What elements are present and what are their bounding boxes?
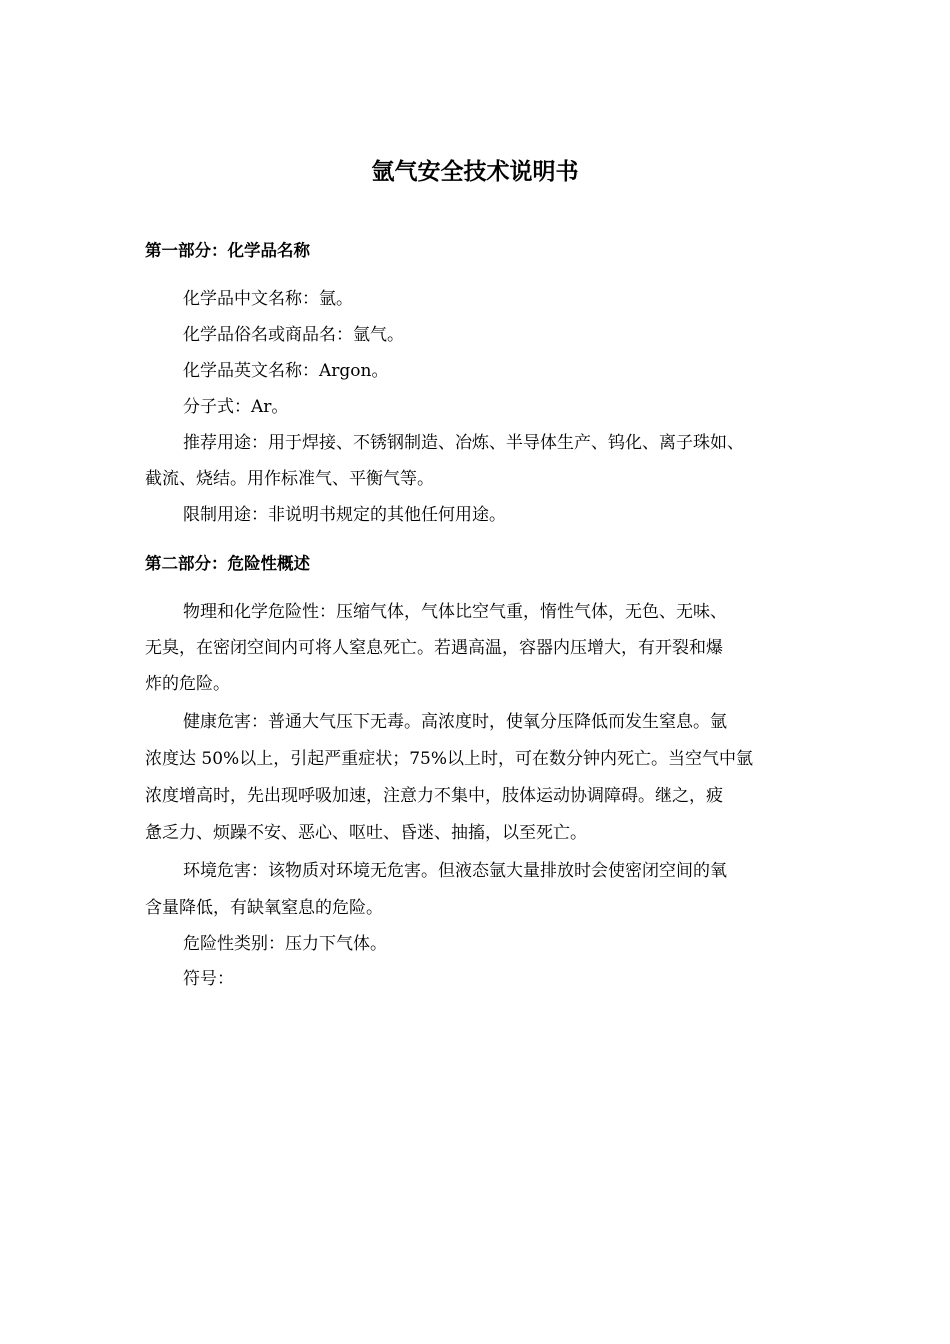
hazard-class-line: 危险性类别：压力下气体。	[183, 934, 387, 954]
health-hazard-line-cont3: 惫乏力、烦躁不安、恶心、呕吐、昏迷、抽搐，以至死亡。	[145, 823, 587, 843]
document-title: 氩气安全技术说明书	[371, 159, 579, 185]
health-hazard-line-cont2: 浓度增高时，先出现呼吸加速，注意力不集中，肢体运动协调障碍。继之，疲	[145, 786, 723, 806]
health-hazard-line-cont1: 浓度达 50%以上，引起严重症状；75%以上时，可在数分钟内死亡。当空气中氩	[145, 749, 753, 769]
physical-hazard-line-cont1: 无臭，在密闭空间内可将人窒息死亡。若遇高温，容器内压增大，有开裂和爆	[145, 638, 723, 658]
symbol-line: 符号：	[183, 969, 234, 989]
recommended-use-line-cont: 截流、烧结。用作标准气、平衡气等。	[145, 469, 434, 489]
recommended-use-line: 推荐用途：用于焊接、不锈钢制造、冶炼、半导体生产、钨化、离子珠如、	[183, 433, 744, 453]
health-hazard-line: 健康危害：普通大气压下无毒。高浓度时，使氧分压降低而发生窒息。氩	[183, 712, 727, 732]
restricted-use-line: 限制用途：非说明书规定的其他任何用途。	[183, 505, 506, 525]
environmental-hazard-line-cont: 含量降低，有缺氧窒息的危险。	[145, 898, 383, 918]
common-name-line: 化学品俗名或商品名：氩气。	[183, 325, 404, 345]
english-name-line: 化学品英文名称：Argon。	[183, 361, 389, 381]
physical-hazard-line: 物理和化学危险性：压缩气体，气体比空气重，惰性气体，无色、无味、	[183, 602, 727, 622]
section1-heading: 第一部分：化学品名称	[145, 241, 310, 260]
chinese-name-line: 化学品中文名称：氩。	[183, 289, 353, 309]
section2-heading: 第二部分：危险性概述	[145, 554, 310, 573]
environmental-hazard-line: 环境危害：该物质对环境无危害。但液态氩大量排放时会使密闭空间的氧	[183, 861, 727, 881]
physical-hazard-line-cont2: 炸的危险。	[145, 674, 230, 694]
formula-line: 分子式：Ar。	[183, 397, 289, 417]
